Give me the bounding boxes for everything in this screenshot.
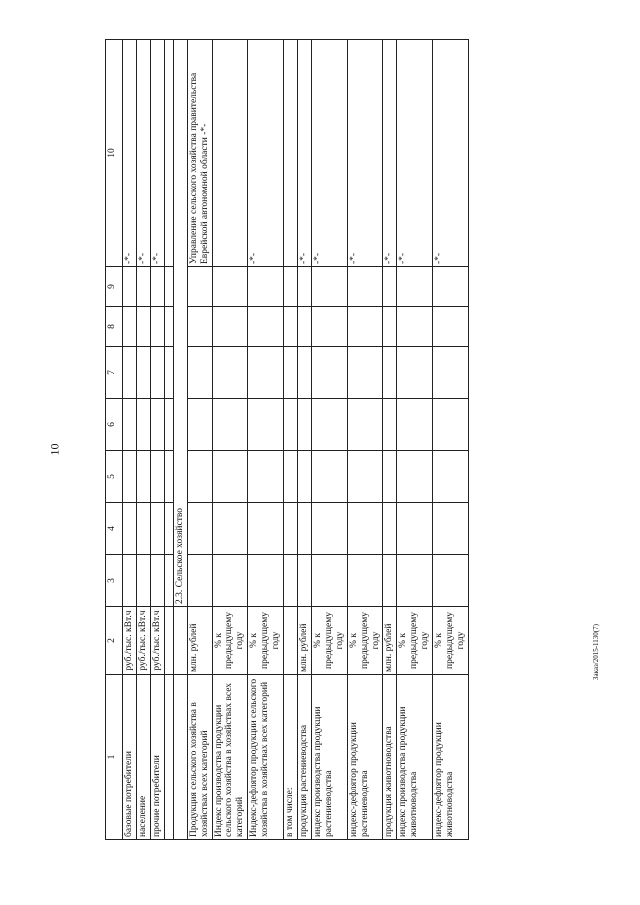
row-name: индекс-дефлятор продукции растениеводства [347,675,383,840]
header-cell: 1 [106,675,123,840]
table-row [383,40,397,840]
page-number: 10 [47,443,62,456]
section-title: 2.3. Сельское хозяйство [173,40,187,607]
row-unit: % к предыдущему году [248,607,284,675]
row-name: в том числе: [284,675,298,840]
header-cell: 5 [106,451,123,503]
table-row [187,40,212,840]
row-mark [284,40,298,267]
row-mark: -*- [311,40,347,267]
header-cell: 9 [106,267,123,307]
table-row [347,40,383,840]
row-mark [212,40,248,267]
row-mark: -*- [383,40,397,267]
row-mark: -*- [123,40,137,267]
row-unit [284,607,298,675]
table-row [397,40,433,840]
row-name: Индекс производства продукции сельского хозяйства в хозяйствах всех категорий [212,675,248,840]
row-name: Продукция сельского хозяйства в хозяйствах всех категорий [187,675,212,840]
spacer-row [164,40,173,840]
table-row [284,40,298,840]
row-unit: % к предыдущему году [397,607,433,675]
row-unit: % к предыдущему году [311,607,347,675]
table-row [311,40,347,840]
row-unit: % к предыдущему году [433,607,469,675]
table-row [248,40,284,840]
data-table [105,39,469,840]
table-body [106,40,469,840]
row-unit: млн. рублей [187,607,212,675]
section-row [173,40,187,840]
table-row [297,40,311,840]
row-name: базовые потребители [123,675,137,840]
row-name: индекс производства продукции животноводства [397,675,433,840]
row-name: индекс производства продукции растениеводства [311,675,347,840]
row-mark: -*- [397,40,433,267]
header-cell: 8 [106,307,123,347]
table-row [212,40,248,840]
row-mark: -*- [136,40,150,267]
header-cell: 10 [106,40,123,267]
row-name: продукция растениеводства [297,675,311,840]
row-unit: % к предыдущему году [347,607,383,675]
table-row [136,40,150,840]
row-name: продукция животноводства [383,675,397,840]
header-cell: 7 [106,347,123,399]
row-name: индекс-дефлятор продукции животноводства [433,675,469,840]
row-name: прочие потребители [150,675,164,840]
row-mark: -*- [248,40,284,267]
row-mark: -*- [150,40,164,267]
table-row [123,40,137,840]
row-unit: руб./тыс. кВт.ч [150,607,164,675]
header-cell: 4 [106,503,123,555]
header-cell: 3 [106,555,123,607]
header-cell: 2 [106,607,123,675]
rotated-table-container [105,40,580,840]
row-name: население [136,675,150,840]
row-unit: руб./тыс. кВт.ч [136,607,150,675]
header-row [106,40,123,840]
row-mark: -*- [433,40,469,267]
table-row [433,40,469,840]
row-name: Индекс-дефлятор продукции сельского хозяйства в хозяйствах всех категорий [248,675,284,840]
row-mark: Управление сельского хозяйства правительства Еврейской автономной области -*- [187,40,212,267]
row-mark: -*- [347,40,383,267]
row-unit: % к предыдущему году [212,607,248,675]
row-mark: -*- [297,40,311,267]
row-unit: руб./тыс. кВт.ч [123,607,137,675]
footer-code: Заказ/2015-1130(7) [592,624,600,680]
header-cell: 6 [106,399,123,451]
table-row [150,40,164,840]
row-unit: млн. рублей [383,607,397,675]
row-unit: млн. рублей [297,607,311,675]
